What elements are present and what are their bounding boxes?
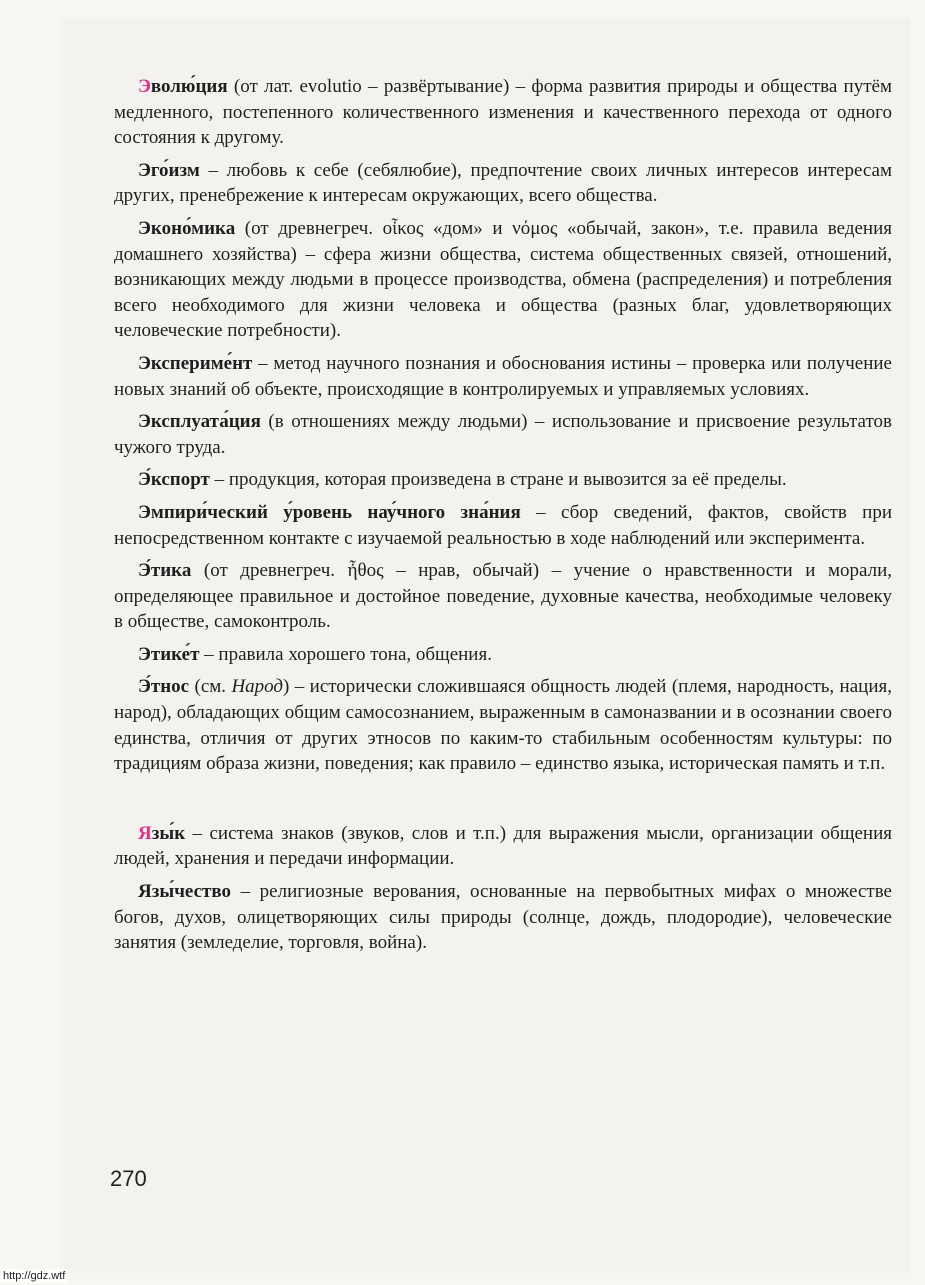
entry-empirical-level xyxy=(114,500,892,551)
entry-term: Эконо́мика xyxy=(138,217,236,239)
entry-prefix: (см. xyxy=(189,676,232,698)
entry-etiquette xyxy=(114,642,892,668)
section-initial-letter: Я xyxy=(138,822,152,844)
entry-definition: – сбор сведений, фактов, свойств при непосредственном контакте с изучаемой реальностью в ходе наблюдений или эксперимента. xyxy=(114,501,893,549)
glossary-body xyxy=(114,74,892,963)
page-number: 270 xyxy=(110,1166,147,1191)
entry-term: Язы́чество xyxy=(138,881,231,903)
entry-egoism xyxy=(114,158,892,209)
entry-term: Э́кспорт xyxy=(138,469,210,491)
entry-term: Эмпири́ческий у́ровень нау́чного зна́ния xyxy=(138,501,521,523)
entry-definition: – система знаков (звуков, слов и т.п.) для выражения мысли, организации общения людей, хранения и передачи информации. xyxy=(114,822,892,870)
entry-term: Экспериме́нт xyxy=(138,352,253,374)
entry-evolution xyxy=(114,74,892,151)
entry-ethnos xyxy=(114,674,892,776)
watermark-link[interactable]: http://gdz.wtf xyxy=(0,1269,68,1283)
entry-term: Эксплуата́ция xyxy=(138,411,261,433)
entry-definition: – метод научного познания и обоснования истины – проверка или получение новых знаний об объекте, происходящие в контролируемых и управляемых условиях. xyxy=(114,352,892,400)
entry-definition: – любовь к себе (себялюбие), предпочтение своих личных интересов интересам других, пренебрежение к интересам окружающих, всего общества. xyxy=(114,159,892,207)
entry-definition: – правила хорошего тона, общения. xyxy=(199,643,492,665)
entry-exploitation xyxy=(114,409,892,460)
entry-ethics xyxy=(114,558,892,635)
entry-definition: (в отношениях между людьми) – использование и присвоение результатов чужого труда. xyxy=(114,411,892,458)
entry-definition: (от лат. evolutio – развёртывание) – форма развития природы и общества путём медленного, постепенного количественного изменения и качественного перехода от одного состояния к другому. xyxy=(114,76,892,149)
entry-paganism xyxy=(114,879,892,956)
entry-definition: ) – исторически сложившаяся общность людей (племя, народность, нация, народ), обладающих общим самосознанием, выраженным в самоназвании и в осознании своего единства, отличия от других этносов по каким-то стабильным особенностям культуры: по традициям образа жизни, поведения; как правило – единство языка, историческая память и т.п. xyxy=(114,676,892,775)
entry-term: Э́тнос xyxy=(138,676,190,698)
entry-definition: – продукция, которая произведена в стране и вывозится за её пределы. xyxy=(209,469,787,491)
entry-term: Этике́т xyxy=(138,643,200,665)
entry-language xyxy=(114,821,892,872)
entry-export xyxy=(114,467,892,493)
section-initial-letter: Э xyxy=(138,76,151,97)
cross-reference: Народ xyxy=(231,676,284,698)
entry-term: Эго́изм xyxy=(138,159,200,181)
entry-term: волю́ция xyxy=(150,76,228,97)
entry-definition: (от древнегреч. οἶκος «дом» и νόμος «обычай, закон», т.е. правила ведения домашнего хозяйства) – сфера жизни общества, система общественных связей, отношений, возникающих между людьми в процессе производства, обмена (распределения) и потребления всего необходимого для жизни человека и общества (разных благ, удовлетворяющих человеческие потребности). xyxy=(114,217,892,342)
entry-term: Э́тика xyxy=(138,560,192,582)
entry-definition: – религиозные верования, основанные на первобытных мифах о множестве богов, духов, олицетворяющих силы природы (солнце, дождь, плодородие), человеческие занятия (земледелие, торговля, война). xyxy=(114,881,892,954)
entry-definition: (от древнегреч. ἦθος – нрав, обычай) – учение о нравственности и морали, определяющее правильное и достойное поведение, духовные качества, необходимые человеку в обществе, самоконтроль. xyxy=(114,560,892,633)
entry-term: зы́к xyxy=(151,822,186,844)
entry-experiment xyxy=(114,351,892,402)
entry-economics xyxy=(114,216,892,344)
